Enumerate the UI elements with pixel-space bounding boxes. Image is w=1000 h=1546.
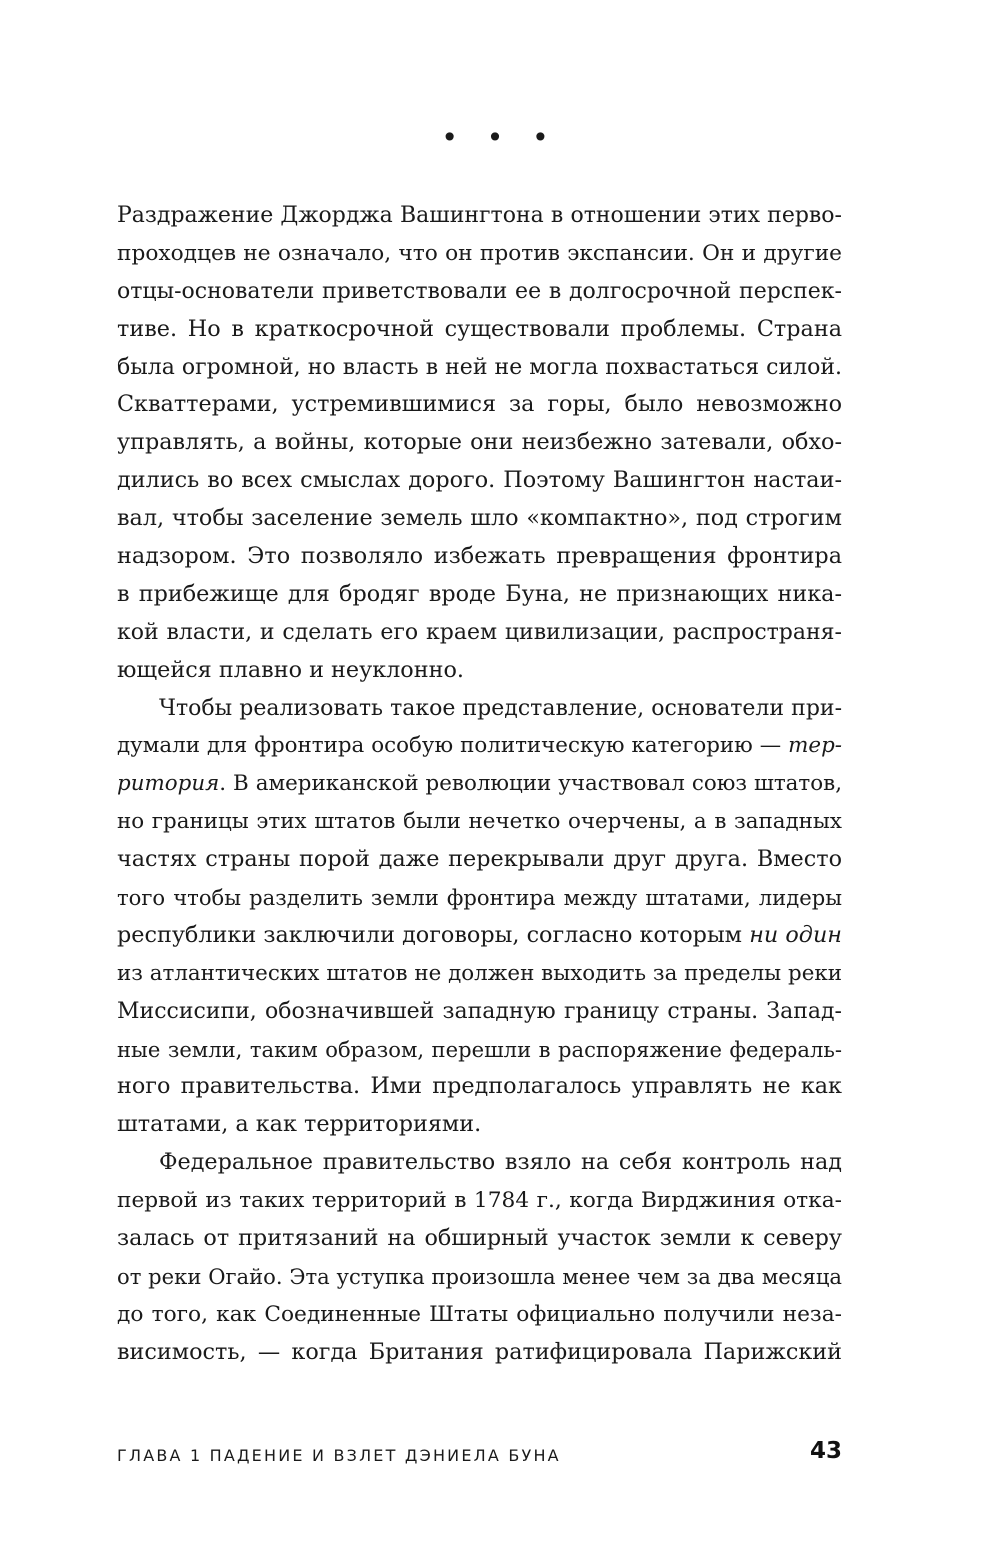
text-line: ритория. В американской революции участвовал союз штатов, [117,771,842,797]
text-line: республики заключили договоры, согласно которым ни один [117,921,842,948]
text-line: отцы-основатели приветствовали ее в долгосрочной перспек- [117,278,842,304]
text-line: штатами, а как территориями. [117,1111,482,1138]
paragraph-3 [117,1144,842,1371]
page-footer [117,1438,842,1474]
emphasis: ритория [117,771,220,797]
text-line: до того, как Соединенные Штаты официально получили неза- [117,1301,842,1327]
text-line: была огромной, но власть в ней не могла похвастаться силой. [117,354,842,380]
body-text [117,197,842,1372]
text-line: надзором. Это позволяло избежать превращения фронтира [117,543,842,570]
emphasis: тер- [788,733,842,759]
text-line: вал, чтобы заселение земель шло «компактно», под строгим [117,505,842,532]
text-line: Чтобы реализовать такое представление, основатели при- [159,695,842,721]
text-line: висимость, — когда Британия ратифицировала Парижский [117,1338,842,1365]
text-line: первой из таких территорий в 1784 г., когда Вирджиния отка- [117,1188,842,1214]
text-line: из атлантических штатов не должен выходить за пределы реки [117,960,842,986]
text-line: Миссисипи, обозначившей западную границу страны. Запад- [117,998,842,1024]
running-head: ГЛАВА 1 ПАДЕНИЕ И ВЗЛЕТ ДЭНИЕЛА БУНА [117,1446,561,1465]
paragraph-1 [117,197,842,690]
text-line: в прибежище для бродяг вроде Буна, не признающих ника- [117,580,842,607]
text-line: Федеральное правительство взяло на себя контроль над [159,1149,842,1176]
text-line: залась от притязаний на обширный участок земли к северу [117,1225,842,1252]
text-line: Скваттерами, устремившимися за горы, было невозможно [117,391,842,418]
text-line: ного правительства. Ими предполагалось управлять не как [117,1073,842,1100]
text-line: кой власти, и сделать его краем цивилизации, распространя- [117,619,842,645]
section-separator: • • • [441,121,559,154]
text-line: тиве. Но в краткосрочной существовали проблемы. Страна [117,315,842,342]
text-line: Раздражение Джорджа Вашингтона в отношении этих перво- [117,203,842,228]
page-number: 43 [809,1438,842,1464]
text-line: частях страны порой даже перекрывали друг друга. Вместо [117,846,842,873]
text-line: ные земли, таким образом, перешли в распоряжение федераль- [117,1036,842,1062]
text-line: думали для фронтира особую политическую категорию — тер- [117,733,842,759]
text-line: но границы этих штатов были нечетко очерчены, а в западных [117,809,842,835]
paragraph-2 [117,690,842,1145]
text-line: ющейся плавно и неуклонно. [117,656,464,683]
text-line: проходцев не означало, что он против экспансии. Он и другие [117,240,842,266]
text-line: дились во всех смыслах дорого. Поэтому Вашингтон настаи- [117,467,842,494]
text-line: того чтобы разделить земли фронтира между штатами, лидеры [117,885,842,911]
text-line: от реки Огайо. Эта уступка произошла менее чем за два месяца [117,1263,842,1289]
text-line: управлять, а войны, которые они неизбежно затевали, обхо- [117,429,842,456]
emphasis: ни один [749,921,842,948]
